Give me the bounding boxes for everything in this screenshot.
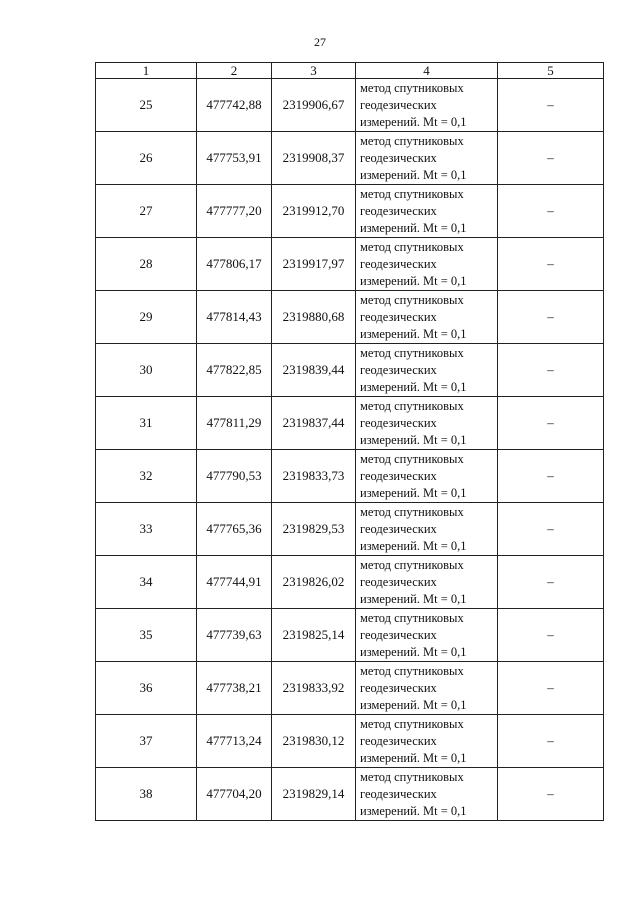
y-coordinate-cell: 2319826,02 — [272, 556, 356, 609]
x-coordinate-cell: 477704,20 — [197, 768, 272, 821]
method-line: измерений. Mt = 0,1 — [360, 485, 467, 500]
method-cell — [356, 768, 498, 821]
method-line: измерений. Mt = 0,1 — [360, 538, 467, 553]
x-coordinate-cell: 477777,20 — [197, 185, 272, 238]
method-line: геодезических — [360, 468, 437, 483]
y-coordinate-cell: 2319829,14 — [272, 768, 356, 821]
method-line: измерений. Mt = 0,1 — [360, 591, 467, 606]
method-line: метод спутниковых — [360, 716, 464, 731]
x-coordinate-cell: 477713,24 — [197, 715, 272, 768]
table-row — [96, 609, 604, 662]
method-cell — [356, 503, 498, 556]
method-cell — [356, 132, 498, 185]
y-coordinate-cell: 2319912,70 — [272, 185, 356, 238]
table-row — [96, 556, 604, 609]
method-cell — [356, 238, 498, 291]
table-row — [96, 132, 604, 185]
table-body — [96, 63, 604, 821]
method-line: метод спутниковых — [360, 345, 464, 360]
method-line: геодезических — [360, 415, 437, 430]
y-coordinate-cell: 2319917,97 — [272, 238, 356, 291]
y-coordinate-cell: 2319839,44 — [272, 344, 356, 397]
method-line: геодезических — [360, 786, 437, 801]
x-coordinate-cell: 477742,88 — [197, 79, 272, 132]
method-line: измерений. Mt = 0,1 — [360, 750, 467, 765]
method-line: измерений. Mt = 0,1 — [360, 220, 467, 235]
point-number-cell: 31 — [96, 397, 197, 450]
x-coordinate-cell: 477814,43 — [197, 291, 272, 344]
method-line: метод спутниковых — [360, 451, 464, 466]
method-cell — [356, 397, 498, 450]
method-line: измерений. Mt = 0,1 — [360, 644, 467, 659]
method-line: геодезических — [360, 521, 437, 536]
y-coordinate-cell: 2319825,14 — [272, 609, 356, 662]
column-5-cell: – — [498, 715, 604, 768]
column-header: 4 — [356, 63, 498, 79]
column-5-cell: – — [498, 503, 604, 556]
column-5-cell: – — [498, 450, 604, 503]
method-line: измерений. Mt = 0,1 — [360, 167, 467, 182]
method-line: измерений. Mt = 0,1 — [360, 803, 467, 818]
method-line: геодезических — [360, 203, 437, 218]
page-number: 27 — [314, 35, 326, 49]
table-row — [96, 238, 604, 291]
method-cell — [356, 609, 498, 662]
method-line: геодезических — [360, 733, 437, 748]
point-number-cell: 33 — [96, 503, 197, 556]
method-cell — [356, 185, 498, 238]
method-line: измерений. Mt = 0,1 — [360, 697, 467, 712]
method-line: метод спутниковых — [360, 663, 464, 678]
column-header: 1 — [96, 63, 197, 79]
x-coordinate-cell: 477753,91 — [197, 132, 272, 185]
table-row — [96, 503, 604, 556]
coordinates-table — [95, 62, 604, 821]
method-line: измерений. Mt = 0,1 — [360, 432, 467, 447]
y-coordinate-cell: 2319833,92 — [272, 662, 356, 715]
x-coordinate-cell: 477822,85 — [197, 344, 272, 397]
y-coordinate-cell: 2319833,73 — [272, 450, 356, 503]
table-row — [96, 450, 604, 503]
method-line: метод спутниковых — [360, 239, 464, 254]
method-cell — [356, 662, 498, 715]
column-header: 3 — [272, 63, 356, 79]
x-coordinate-cell: 477739,63 — [197, 609, 272, 662]
method-line: геодезических — [360, 256, 437, 271]
point-number-cell: 25 — [96, 79, 197, 132]
point-number-cell: 29 — [96, 291, 197, 344]
method-line: геодезических — [360, 680, 437, 695]
point-number-cell: 38 — [96, 768, 197, 821]
method-line: измерений. Mt = 0,1 — [360, 273, 467, 288]
y-coordinate-cell: 2319906,67 — [272, 79, 356, 132]
y-coordinate-cell: 2319880,68 — [272, 291, 356, 344]
method-line: метод спутниковых — [360, 557, 464, 572]
column-header: 5 — [498, 63, 604, 79]
table-row — [96, 344, 604, 397]
point-number-cell: 36 — [96, 662, 197, 715]
method-line: геодезических — [360, 309, 437, 324]
method-line: геодезических — [360, 627, 437, 642]
column-5-cell: – — [498, 132, 604, 185]
point-number-cell: 34 — [96, 556, 197, 609]
table-row — [96, 715, 604, 768]
column-5-cell: – — [498, 609, 604, 662]
column-5-cell: – — [498, 238, 604, 291]
method-cell — [356, 556, 498, 609]
method-line: геодезических — [360, 362, 437, 377]
point-number-cell: 27 — [96, 185, 197, 238]
point-number-cell: 37 — [96, 715, 197, 768]
method-line: измерений. Mt = 0,1 — [360, 379, 467, 394]
method-line: геодезических — [360, 97, 437, 112]
x-coordinate-cell: 477738,21 — [197, 662, 272, 715]
column-5-cell: – — [498, 662, 604, 715]
method-line: метод спутниковых — [360, 610, 464, 625]
method-line: метод спутниковых — [360, 133, 464, 148]
method-cell — [356, 344, 498, 397]
point-number-cell: 28 — [96, 238, 197, 291]
method-cell — [356, 450, 498, 503]
table-row — [96, 397, 604, 450]
column-5-cell: – — [498, 344, 604, 397]
x-coordinate-cell: 477806,17 — [197, 238, 272, 291]
point-number-cell: 35 — [96, 609, 197, 662]
point-number-cell: 30 — [96, 344, 197, 397]
table-header-row — [96, 63, 604, 79]
column-5-cell: – — [498, 397, 604, 450]
method-line: метод спутниковых — [360, 398, 464, 413]
column-5-cell: – — [498, 556, 604, 609]
method-line: геодезических — [360, 150, 437, 165]
x-coordinate-cell: 477765,36 — [197, 503, 272, 556]
table-row — [96, 768, 604, 821]
table-row — [96, 185, 604, 238]
point-number-cell: 26 — [96, 132, 197, 185]
point-number-cell: 32 — [96, 450, 197, 503]
method-line: измерений. Mt = 0,1 — [360, 326, 467, 341]
method-line: измерений. Mt = 0,1 — [360, 114, 467, 129]
table-row — [96, 662, 604, 715]
column-header: 2 — [197, 63, 272, 79]
method-line: метод спутниковых — [360, 80, 464, 95]
column-5-cell: – — [498, 291, 604, 344]
column-5-cell: – — [498, 768, 604, 821]
x-coordinate-cell: 477790,53 — [197, 450, 272, 503]
method-cell — [356, 79, 498, 132]
method-cell — [356, 291, 498, 344]
y-coordinate-cell: 2319837,44 — [272, 397, 356, 450]
y-coordinate-cell: 2319908,37 — [272, 132, 356, 185]
method-line: метод спутниковых — [360, 292, 464, 307]
y-coordinate-cell: 2319830,12 — [272, 715, 356, 768]
column-5-cell: – — [498, 79, 604, 132]
method-line: метод спутниковых — [360, 186, 464, 201]
table-row — [96, 79, 604, 132]
column-5-cell: – — [498, 185, 604, 238]
method-line: метод спутниковых — [360, 769, 464, 784]
method-cell — [356, 715, 498, 768]
method-line: метод спутниковых — [360, 504, 464, 519]
y-coordinate-cell: 2319829,53 — [272, 503, 356, 556]
table-row — [96, 291, 604, 344]
x-coordinate-cell: 477744,91 — [197, 556, 272, 609]
method-line: геодезических — [360, 574, 437, 589]
x-coordinate-cell: 477811,29 — [197, 397, 272, 450]
